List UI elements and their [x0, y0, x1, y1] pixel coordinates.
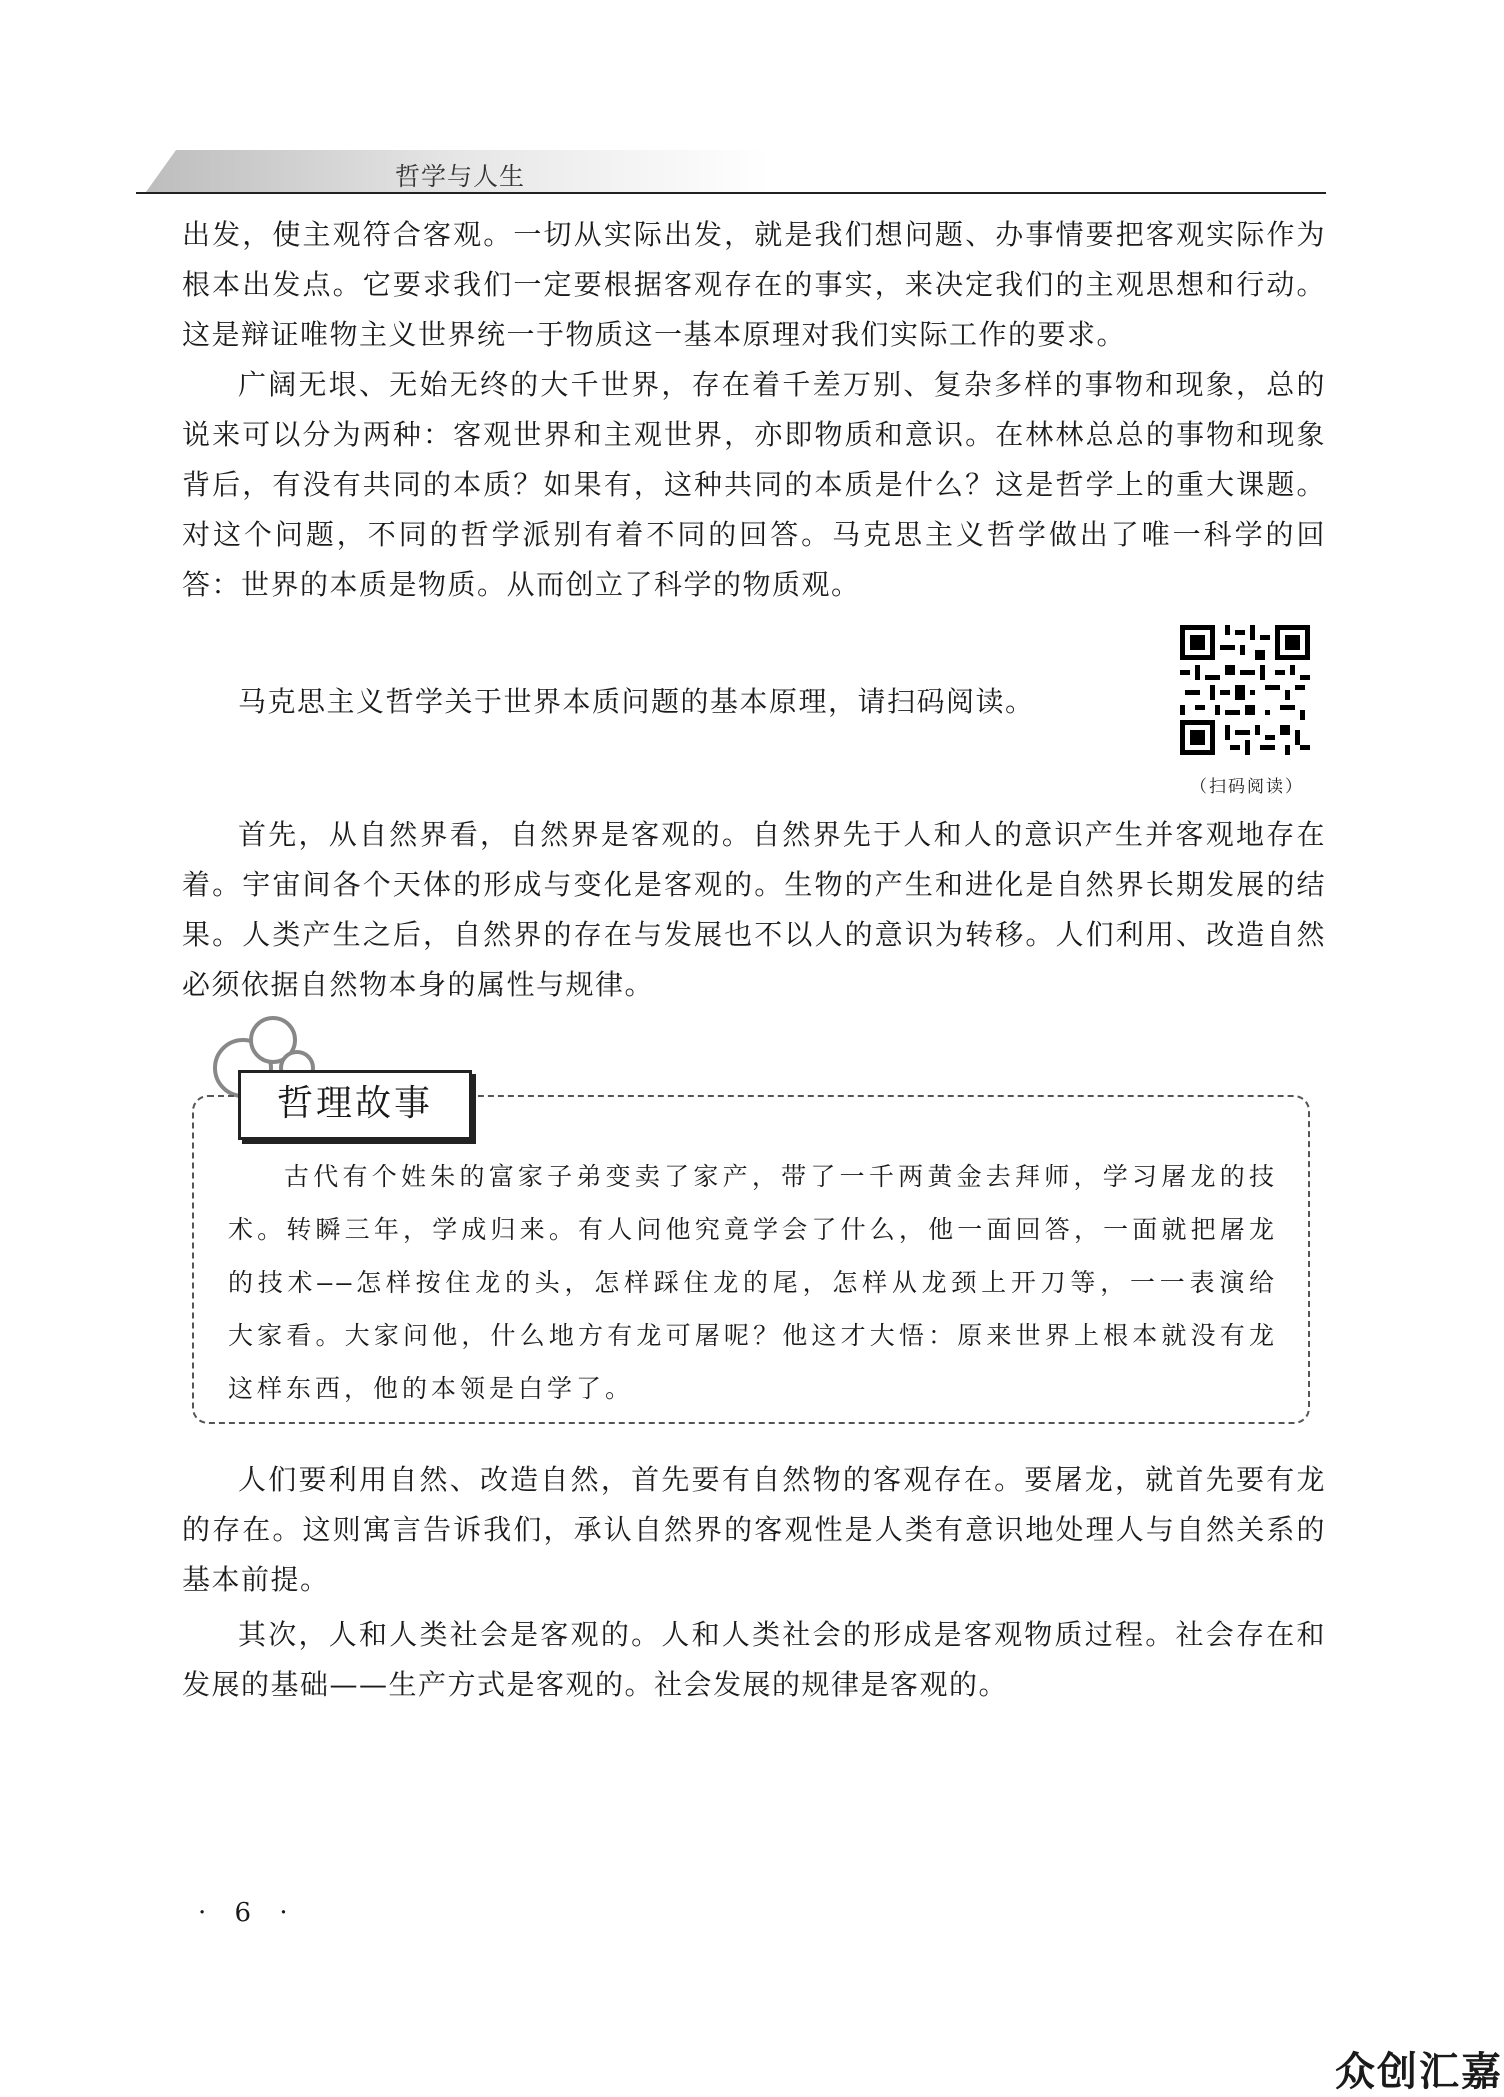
- story-title-badge: 哲理故事: [238, 1070, 472, 1140]
- watermark-text: 众创汇嘉: [1335, 2049, 1503, 2095]
- paragraph-5: 其次，人和人类社会是客观的。人和人类社会的形成是客观物质过程。社会存在和发展的基础——生产方式是客观的。社会发展的规律是客观的。: [182, 1618, 1326, 1701]
- story-text: 古代有个姓朱的富家子弟变卖了家产，带了一千两黄金去拜师，学习屠龙的技术。转瞬三年，学成归来。有人问他究竟学会了什么，他一面回答，一面就把屠龙的技术——怎样按住龙的头，怎样踩住龙的尾，怎样从龙颈上开刀等，一一表演给大家看。大家问他，什么地方有龙可屠呢？他这才大悟：原来世界上根本就没有龙这样东西，他的本领是白学了。: [228, 1162, 1278, 1403]
- qr-prompt-text: 马克思主义哲学关于世界本质问题的基本原理，请扫码阅读。: [238, 685, 1035, 718]
- paragraph-4: 人们要利用自然、改造自然，首先要有自然物的客观存在。要屠龙，就首先要有龙的存在。这则寓言告诉我们，承认自然界的客观性是人类有意识地处理人与自然关系的基本前提。: [182, 1463, 1326, 1596]
- qr-caption: （扫码阅读）: [1190, 777, 1304, 797]
- paragraph-3: 首先，从自然界看，自然界是客观的。自然界先于人和人的意识产生并客观地存在着。宇宙间各个天体的形成与变化是客观的。生物的产生和进化是自然界长期发展的结果。人类产生之后，自然界的存在与发展也不以人的意识为转移。人们利用、改造自然必须依据自然物本身的属性与规律。: [182, 818, 1326, 1001]
- paragraph-2: 广阔无垠、无始无终的大千世界，存在着千差万别、复杂多样的事物和现象，总的说来可以分为两种：客观世界和主观世界，亦即物质和意识。在林林总总的事物和现象背后，有没有共同的本质？如果有，这种共同的本质是什么？这是哲学上的重大课题。对这个问题，不同的哲学派别有着不同的回答。马克思主义哲学做出了唯一科学的回答：世界的本质是物质。从而创立了科学的物质观。: [182, 368, 1326, 601]
- header-rule: [136, 192, 1326, 194]
- running-header-title: 哲学与人生: [395, 162, 526, 191]
- page-number: · 6 ·: [198, 1898, 298, 1928]
- header-band: [136, 150, 1326, 192]
- qr-code-icon[interactable]: [1180, 625, 1310, 755]
- paragraph-1: 出发，使主观符合客观。一切从实际出发，就是我们想问题、办事情要把客观实际作为根本出发点。它要求我们一定要根据客观存在的事实，来决定我们的主观思想和行动。这是辩证唯物主义世界统一于物质这一基本原理对我们实际工作的要求。: [182, 218, 1326, 351]
